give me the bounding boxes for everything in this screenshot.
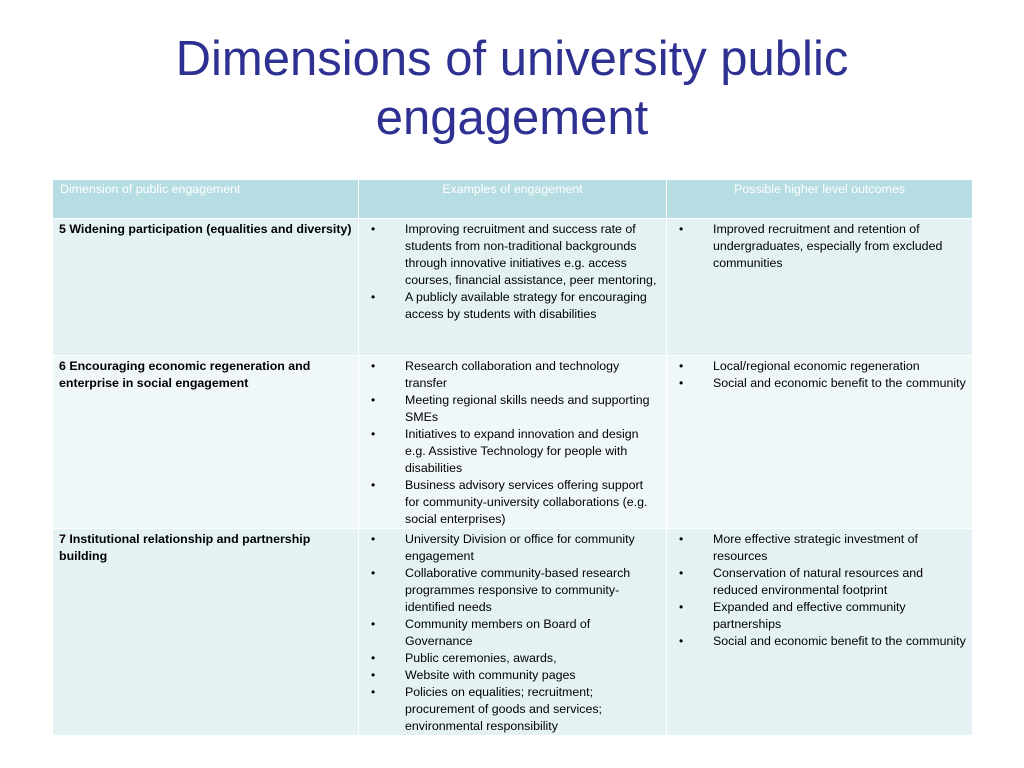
list-item <box>365 531 660 565</box>
bullet-dot-icon: • <box>371 651 376 665</box>
list-item-text: Expanded and effective community partnerships <box>713 600 906 631</box>
list-item-text: Collaborative community-based research programmes responsive to community-identified needs <box>405 566 631 614</box>
list-item <box>365 426 660 477</box>
list-item-text: Website with community pages <box>405 668 576 682</box>
bullet-dot-icon: • <box>371 478 376 492</box>
list-item <box>365 616 660 650</box>
list-item <box>365 289 660 323</box>
list-item-text: Improving recruitment and success rate of students from non-traditional backgrounds through innovative initiatives e.g. access courses, financial assistance, peer mentoring, <box>405 222 657 287</box>
table-row <box>53 219 973 356</box>
slide-title-line-2: engagement <box>375 91 649 145</box>
bullet-dot-icon: • <box>679 600 684 614</box>
examples-cell <box>359 219 667 356</box>
bullet-dot-icon: • <box>371 566 376 580</box>
examples-cell <box>359 529 667 736</box>
list-item <box>673 221 966 272</box>
bullet-dot-icon: • <box>679 222 684 236</box>
bullet-dot-icon: • <box>371 668 376 682</box>
engagement-table <box>52 179 973 736</box>
list-item-text: Improved recruitment and retention of undergraduates, especially from excluded communities <box>713 222 943 270</box>
list-item <box>365 684 660 735</box>
bullet-dot-icon: • <box>371 685 376 699</box>
list-item <box>365 667 660 684</box>
list-item-text: Business advisory services offering support for community-university collaborations (e.g. social enterprises) <box>405 478 648 526</box>
list-item <box>365 358 660 392</box>
examples-list <box>365 358 660 528</box>
list-item <box>365 565 660 616</box>
list-item <box>673 358 966 375</box>
list-item-text: Initiatives to expand innovation and design e.g. Assistive Technology for people with disabilities <box>405 427 639 475</box>
examples-list <box>365 531 660 735</box>
bullet-dot-icon: • <box>371 617 376 631</box>
list-item-text: Social and economic benefit to the community <box>713 634 966 648</box>
bullet-dot-icon: • <box>679 359 684 373</box>
dimension-cell: 5 Widening participation (equalities and diversity) <box>53 219 359 356</box>
slide-title-line-1: Dimensions of university public <box>175 32 849 86</box>
list-item-text: Conservation of natural resources and reduced environmental footprint <box>713 566 924 597</box>
bullet-dot-icon: • <box>679 376 684 390</box>
list-item <box>673 531 966 565</box>
bullet-dot-icon: • <box>679 634 684 648</box>
bullet-dot-icon: • <box>371 359 376 373</box>
list-item <box>365 392 660 426</box>
list-item <box>365 477 660 528</box>
list-item <box>673 565 966 599</box>
list-item-text: University Division or office for community engagement <box>405 532 635 563</box>
list-item-text: Meeting regional skills needs and supporting SMEs <box>405 393 650 424</box>
examples-cell <box>359 356 667 529</box>
list-item <box>673 599 966 633</box>
bullet-dot-icon: • <box>371 427 376 441</box>
outcomes-cell <box>667 219 973 356</box>
list-item-text: Local/regional economic regeneration <box>713 359 920 373</box>
examples-list <box>365 221 660 323</box>
list-item <box>673 633 966 650</box>
list-item-text: Social and economic benefit to the community <box>713 376 966 390</box>
table-row <box>53 529 973 736</box>
list-item-text: A publicly available strategy for encouraging access by students with disabilities <box>405 290 647 321</box>
table-row <box>53 356 973 529</box>
bullet-dot-icon: • <box>679 566 684 580</box>
bullet-dot-icon: • <box>371 393 376 407</box>
outcomes-cell <box>667 356 973 529</box>
outcomes-cell <box>667 529 973 736</box>
bullet-dot-icon: • <box>371 290 376 304</box>
outcomes-list <box>673 531 966 650</box>
list-item-text: Community members on Board of Governance <box>405 617 591 648</box>
header-outcomes: Possible higher level outcomes <box>667 180 973 219</box>
header-row <box>53 180 973 219</box>
slide-title <box>0 30 1024 148</box>
bullet-dot-icon: • <box>371 532 376 546</box>
list-item <box>365 221 660 289</box>
outcomes-list <box>673 358 966 392</box>
list-item-text: More effective strategic investment of resources <box>713 532 918 563</box>
list-item-text: Policies on equalities; recruitment; procurement of goods and services; environmental responsibility <box>405 685 602 733</box>
list-item <box>673 375 966 392</box>
dimension-cell: 6 Encouraging economic regeneration and enterprise in social engagement <box>53 356 359 529</box>
list-item <box>365 650 660 667</box>
bullet-dot-icon: • <box>679 532 684 546</box>
bullet-dot-icon: • <box>371 222 376 236</box>
list-item-text: Research collaboration and technology transfer <box>405 359 620 390</box>
header-dimension: Dimension of public engagement <box>53 180 359 219</box>
header-examples: Examples of engagement <box>359 180 667 219</box>
outcomes-list <box>673 221 966 272</box>
list-item-text: Public ceremonies, awards, <box>405 651 557 665</box>
dimension-cell: 7 Institutional relationship and partnership building <box>53 529 359 736</box>
